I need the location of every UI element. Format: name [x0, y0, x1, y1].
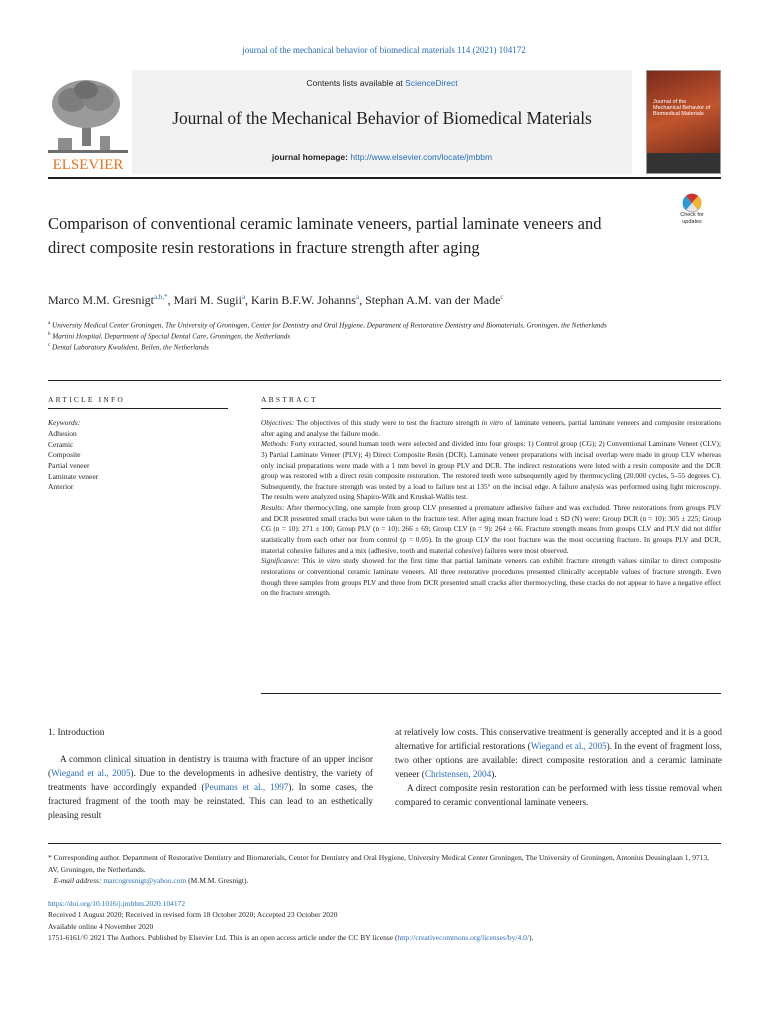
- affil-marker: b: [48, 331, 51, 337]
- article-info-rule: [48, 408, 228, 409]
- results-label: Results:: [261, 503, 285, 513]
- publication-info: [48, 898, 721, 943]
- footnote-rule: [48, 843, 721, 844]
- abstract-methods: [261, 439, 721, 503]
- affil-text: University Medical Center Groningen, The University of Groningen, Center for Dentistry and Oral Hygiene, Department of Restorative Dentistry and Biomaterials, Groningen, the Netherlands: [52, 321, 607, 330]
- significance-em: in vitro: [318, 556, 341, 566]
- intro-paragraph: A direct composite resin restoration can be performed with less tissue removal when compared to ceramic conventional laminate veneers.: [395, 782, 722, 807]
- author-affil-sup[interactable]: a: [355, 293, 360, 301]
- affiliation-item: [48, 342, 688, 353]
- doi-link[interactable]: https://doi.org/10.1016/j.jmbbm.2020.104172: [48, 899, 186, 908]
- abstract-results: [261, 503, 721, 556]
- reference-link[interactable]: Peumans et al., 1997: [204, 781, 289, 792]
- abstract-objectives: [261, 418, 721, 439]
- author-name[interactable]: Stephan A.M. van der Made: [365, 293, 501, 307]
- crossmark-line2: updates: [682, 218, 702, 225]
- crossmark-line1: Check for: [680, 212, 704, 218]
- journal-title: Journal of the Mechanical Behavior of Biomedical Materials: [172, 108, 592, 128]
- reference-link[interactable]: Christensen, 2004: [424, 768, 492, 779]
- abstract-significance: [261, 556, 721, 599]
- keyword-item: Anterior: [48, 482, 74, 492]
- article-info-heading: ARTICLE INFO: [48, 395, 125, 404]
- affil-text: Dental Laboratory Kwalident, Beilen, the Netherlands: [52, 343, 209, 352]
- reference-link[interactable]: Wiegand et al., 2005: [51, 767, 131, 778]
- affiliation-list: [48, 320, 688, 352]
- intro-column-2: [395, 726, 722, 810]
- journal-citation-link[interactable]: journal of the mechanical behavior of biomedical materials 114 (2021) 104172: [242, 45, 526, 55]
- intro-text: ). In some cases, the fractured fragment of the tooth may be reinstated. This can lead to an esthetically pleasing result: [48, 781, 373, 820]
- section-rule: [48, 380, 721, 381]
- significance-text: study showed for the first time that partial laminate veneers can exhibit fracture strength values similar to direct composite restorations or conventional ceramic laminate veneers. All three restorative procedures presented clinically acceptable values of fracture strength. Even though three samples from groups PLV and three from DCR presented small cracks after thermocycling, these cracks do not appear to have a negative effect on the fracture strength.: [261, 556, 721, 598]
- abstract-heading: ABSTRACT: [261, 395, 318, 404]
- objectives-label: Objectives:: [261, 418, 295, 427]
- abstract-bottom-rule: [261, 693, 721, 694]
- intro-text: ). Due to the developments in adhesive dentistry, the variety of treatments have accordingly expanded (: [48, 767, 373, 792]
- abstract-body: [261, 418, 721, 599]
- header-rule: [48, 177, 721, 179]
- keyword-item: Partial veneer: [48, 460, 90, 470]
- keyword-item: Ceramic: [48, 439, 74, 449]
- keyword-item: Composite: [48, 450, 81, 460]
- corresponding-author-note: * Corresponding author. Department of Restorative Dentistry and Biomaterials, Center for Dentistry and Oral Hygiene, University Medical Center Groningen, The University of Groningen, Antonius Deusinglaan 1, 9713, AV, Groningen, the Netherlands.: [48, 853, 710, 874]
- homepage-label: journal homepage:: [271, 152, 351, 162]
- license-text: 1751-6161/© 2021 The Authors. Published by Elsevier Ltd. This is an open access article under the CC BY license (: [48, 932, 398, 942]
- affil-marker: c: [48, 342, 51, 348]
- intro-text: A common clinical situation in dentistry is trauma with fracture of an upper incisor (: [48, 754, 373, 778]
- footnotes: [48, 852, 721, 887]
- cover-band: [647, 153, 720, 173]
- methods-label: Methods:: [261, 439, 289, 449]
- author-name[interactable]: Marco M.M. Gresnigt: [48, 293, 154, 307]
- online-date: Available online 4 November 2020: [48, 921, 154, 931]
- methods-text: Forty extracted, sound human teeth were selected and divided into four groups: 1) Control group (CG); 2) Conventional Laminate Veneer (CLV); 3) Partial Laminate Veneer (PLV); 4) Direct Composite Resin (DCR). Laminate veneer preparations with incisal overlap were made in group CLV whereas only incisal preparations were made with a 1 mm bevel in group PLV and DCR. The indirect restorations were luted with a resin composite and the DCR group was restored with a direct resin composite restoration. The restored teeth were subsequently aged by thermocycling (20.000 cycles, 5–55 degrees C). Subsequently, the fracture strength was tested by a load to failure test at 135° on the incisal edge. A failure analysis was performed using light microscopy. The results were analyzed using Shapiro-Wilk and Kruskal-Wallis test.: [261, 439, 721, 502]
- contents-line: [132, 78, 632, 88]
- significance-text: This: [299, 556, 319, 566]
- intro-paragraph: [395, 726, 722, 782]
- homepage-link[interactable]: http://www.elsevier.com/locate/jmbbm: [350, 152, 493, 162]
- author-affil-sup[interactable]: a: [241, 293, 246, 301]
- abstract-rule: [261, 408, 721, 409]
- objectives-text: The objectives of this study were to test the fracture strength: [294, 418, 482, 427]
- email-owner: (M.M.M. Gresnigt).: [186, 876, 249, 886]
- author-name[interactable]: Mari M. Sugii: [173, 293, 242, 307]
- introduction-heading: 1. Introduction: [48, 728, 105, 738]
- keyword-item: Laminate veneer: [48, 471, 99, 481]
- objectives-em: in vitro: [481, 418, 504, 427]
- affiliation-item: [48, 331, 688, 342]
- affiliation-item: [48, 320, 688, 331]
- received-dates: Received 1 August 2020; Received in revised form 18 October 2020; Accepted 23 October 2020: [48, 910, 338, 920]
- author-name[interactable]: Karin B.F.W. Johanns: [251, 293, 356, 307]
- intro-text: at relatively low costs. This conservative treatment is generally accepted and it is a good alternative for artificial restorations (: [395, 727, 722, 751]
- intro-text: ). In the event of fragment loss, two other options are available: direct composite restoration and a ceramic laminate veneer (: [395, 740, 722, 779]
- journal-header-box: [132, 70, 632, 174]
- affil-marker: a: [48, 321, 51, 326]
- keywords-list: [48, 429, 98, 493]
- intro-text: ).: [491, 768, 497, 779]
- significance-label: Significance:: [261, 556, 300, 566]
- homepage-line: [132, 152, 632, 162]
- intro-paragraph: [48, 753, 373, 823]
- journal-cover-image[interactable]: [646, 70, 721, 174]
- email-line: [48, 875, 721, 887]
- license-line: [48, 932, 721, 943]
- article-title: Comparison of conventional ceramic laminate veneers, partial laminate veneers and direct composite resin restorations in fracture strength after aging: [48, 214, 602, 257]
- objectives-text: of laminate veneers, partial laminate veneers and composite restorations after aging and analyse the failure mode.: [261, 418, 722, 438]
- author-affil-sup[interactable]: c: [500, 293, 504, 301]
- email-link[interactable]: marcogresnigt@yahoo.com: [103, 876, 187, 886]
- contents-label: Contents lists available at: [306, 78, 406, 88]
- journal-header: [48, 70, 721, 175]
- email-label: E-mail address:: [53, 876, 102, 886]
- elsevier-logo[interactable]: [48, 76, 128, 174]
- author-list: Marco M.M. Gresnigt$^{a,b,*}$, Mari M. Sugii$^a$, Karin B.F.W. Johanns$^a$, Stephan A.M. van der Made$^c$: [48, 293, 504, 307]
- cover-title: Journal of the Mechanical Behavior of Biomedical Materials: [653, 99, 711, 118]
- svg-text:ELSEVIER: ELSEVIER: [52, 157, 124, 173]
- sciencedirect-link[interactable]: ScienceDirect: [405, 78, 458, 88]
- keywords-label: Keywords:: [48, 418, 81, 427]
- author-affil-sup[interactable]: a,b,*: [153, 293, 168, 301]
- affil-text: Martini Hospital, Department of Special Dental Care, Groningen, the Netherlands: [52, 332, 291, 341]
- results-text: After thermocycling, one sample from group CLV presented a premature adhesive failure and was excluded. Three restorations from groups PLV and DCR presented small cracks but were taken to the fracture test. After aging mean fracture load ± SD (N) were: Group DCR (n = 10): 305 ± 225; Group CG (n = 10): 271 ± 100; Group PLV (n = 10): 266 ± 69; Group CLV (n = 9): 264 ± 66. Fracture strength means from groups CLV and PLV did not differ statistically from each other nor from control (p = 0.05). In the group CLV the root fracture was the most occurring fracture. In groups PLV and DCR, material cohesive failures and a mix (adhesive, tooth and material cohesive) failures were most observed.: [261, 503, 721, 555]
- license-link[interactable]: http://creativecommons.org/licenses/by/4.0/: [397, 932, 529, 942]
- reference-link[interactable]: Wiegand et al., 2005: [530, 740, 607, 751]
- check-for-updates-label[interactable]: [671, 212, 713, 225]
- license-end: ).: [528, 932, 534, 942]
- keyword-item: Adhesion: [48, 429, 77, 438]
